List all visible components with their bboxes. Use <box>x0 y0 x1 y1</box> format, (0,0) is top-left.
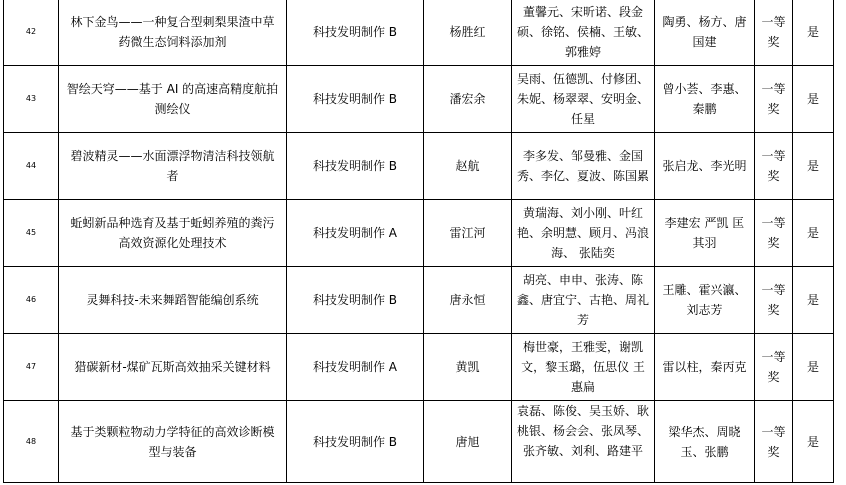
project-name: 基于类颗粒物动力学特征的高效诊断模型与装备 <box>59 401 287 483</box>
award-level: 一等奖 <box>755 0 793 66</box>
team-members: 黄瑞海、刘小刚、叶红艳、余明慧、顾月、冯浪海、 张陆奕 <box>512 200 655 267</box>
table-row <box>4 334 834 401</box>
category: 科技发明制作 B <box>287 66 424 133</box>
award-table <box>3 0 834 483</box>
row-number: 43 <box>4 66 59 133</box>
table-row <box>4 200 834 267</box>
team-leader: 唐旭 <box>424 401 512 483</box>
table-row <box>4 0 834 66</box>
project-name: 智绘天穹——基于 AI 的高速高精度航拍测绘仪 <box>59 66 287 133</box>
category: 科技发明制作 B <box>287 267 424 334</box>
project-name: 蚯蚓新品种选育及基于蚯蚓养殖的粪污高效资源化处理技术 <box>59 200 287 267</box>
project-name: 林下金鸟——一种复合型刺梨果渣中草药微生态饲料添加剂 <box>59 0 287 66</box>
team-members: 胡亮、申申、张涛、陈鑫、唐宜宁、古艳、周礼芳 <box>512 267 655 334</box>
category: 科技发明制作 A <box>287 334 424 401</box>
table-row <box>4 133 834 200</box>
team-leader: 杨胜红 <box>424 0 512 66</box>
award-level: 一等奖 <box>755 267 793 334</box>
advisors: 李建宏 严凯 匡其羽 <box>655 200 755 267</box>
recommend-flag: 是 <box>793 334 834 401</box>
category: 科技发明制作 B <box>287 133 424 200</box>
award-level: 一等奖 <box>755 66 793 133</box>
table-row <box>4 401 834 483</box>
row-number: 47 <box>4 334 59 401</box>
award-level: 一等奖 <box>755 200 793 267</box>
award-level: 一等奖 <box>755 133 793 200</box>
advisors: 陶勇、杨方、唐国建 <box>655 0 755 66</box>
team-leader: 唐永恒 <box>424 267 512 334</box>
recommend-flag: 是 <box>793 401 834 483</box>
category: 科技发明制作 B <box>287 401 424 483</box>
recommend-flag: 是 <box>793 0 834 66</box>
advisors: 曾小荟、李惠、秦鹏 <box>655 66 755 133</box>
advisors: 张启龙、李光明 <box>655 133 755 200</box>
team-leader: 赵航 <box>424 133 512 200</box>
award-level: 一等奖 <box>755 401 793 483</box>
advisors: 雷以柱，秦丙克 <box>655 334 755 401</box>
table-row <box>4 267 834 334</box>
team-members: 梅世豪，王雅雯，谢凯文，黎玉璐，伍思仪 王惠扁 <box>512 334 655 401</box>
team-leader: 雷江河 <box>424 200 512 267</box>
team-leader: 黄凯 <box>424 334 512 401</box>
category: 科技发明制作 B <box>287 0 424 66</box>
row-number: 48 <box>4 401 59 483</box>
recommend-flag: 是 <box>793 133 834 200</box>
team-members: 袁磊、陈俊、吴玉娇、耿桃银、杨会会、张凤琴、张齐敏、刘利、路建平 <box>512 401 655 483</box>
table-row <box>4 66 834 133</box>
recommend-flag: 是 <box>793 66 834 133</box>
row-number: 45 <box>4 200 59 267</box>
award-level: 一等奖 <box>755 334 793 401</box>
team-members: 董馨元、宋昕诺、段金硕、徐铭、侯楠、王敏、郭雅婷 <box>512 0 655 66</box>
team-members: 吴雨、伍德凯、付修团、朱妮、杨翠翠、安明金、任星 <box>512 66 655 133</box>
project-name: 碧波精灵——水面漂浮物清洁科技领航者 <box>59 133 287 200</box>
team-leader: 潘宏余 <box>424 66 512 133</box>
category: 科技发明制作 A <box>287 200 424 267</box>
row-number: 44 <box>4 133 59 200</box>
row-number: 42 <box>4 0 59 66</box>
project-name: 灵舞科技-未来舞蹈智能编创系统 <box>59 267 287 334</box>
recommend-flag: 是 <box>793 267 834 334</box>
advisors: 王雕、霍兴瀛、刘志芳 <box>655 267 755 334</box>
project-name: 猎碳新材-煤矿瓦斯高效抽采关键材料 <box>59 334 287 401</box>
row-number: 46 <box>4 267 59 334</box>
advisors: 梁华杰、周晓玉、张鹏 <box>655 401 755 483</box>
team-members: 李多发、邹曼雅、金国秀、李亿、夏波、陈国累 <box>512 133 655 200</box>
recommend-flag: 是 <box>793 200 834 267</box>
